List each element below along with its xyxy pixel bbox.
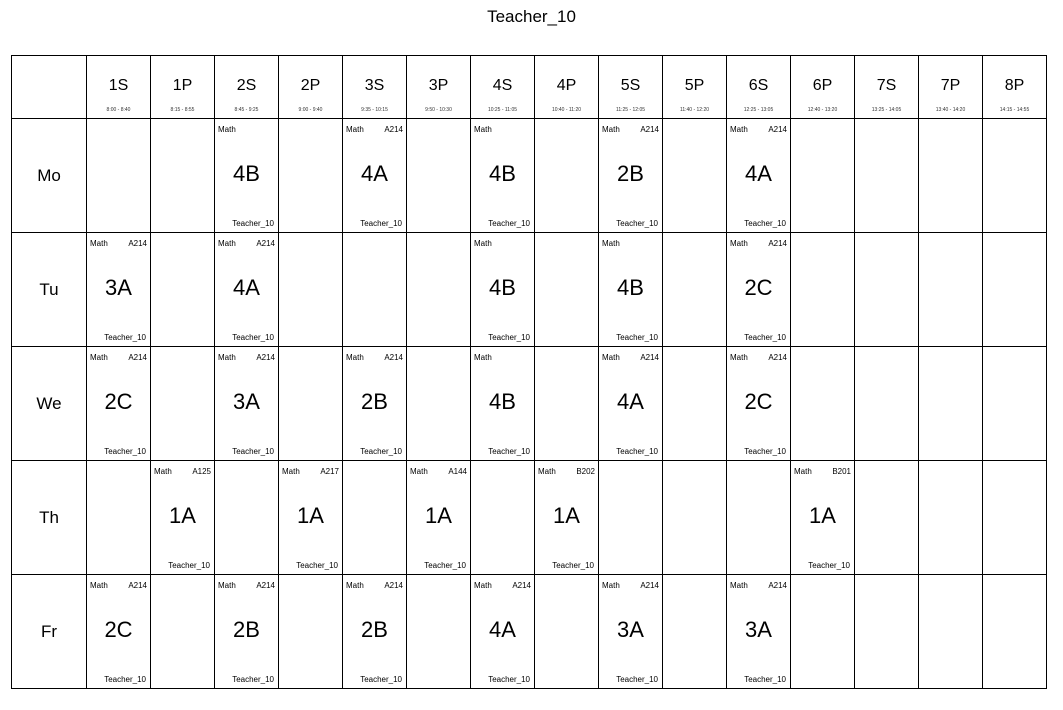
empty-cell: [535, 575, 599, 689]
lesson-subject: Math: [538, 467, 556, 476]
period-header: [535, 56, 599, 119]
lesson-subject: Math: [154, 467, 172, 476]
empty-cell: [407, 119, 471, 233]
empty-cell: [983, 119, 1047, 233]
empty-cell: [663, 461, 727, 575]
empty-cell: [279, 347, 343, 461]
period-header-row: [12, 56, 1047, 119]
page-title: Teacher_10: [487, 7, 576, 26]
day-row: [12, 575, 1047, 689]
lesson-subject: Math: [474, 581, 492, 590]
empty-cell: [151, 233, 215, 347]
lesson-room: A144: [448, 467, 467, 476]
lesson-subject: Math: [218, 353, 236, 362]
lesson-class: 2B: [233, 617, 260, 642]
period-time: 8:00 - 8:40: [106, 107, 131, 113]
period-label: 8P: [1004, 77, 1025, 94]
lesson-subject: Math: [90, 239, 108, 248]
lesson-cell: [471, 575, 535, 689]
period-header: [151, 56, 215, 119]
lesson-class: 4B: [489, 161, 516, 186]
lesson-cell: [727, 575, 791, 689]
period-label: 6P: [812, 77, 833, 94]
lesson-room: A214: [768, 353, 787, 362]
lesson-subject: Math: [602, 239, 620, 248]
empty-cell: [663, 119, 727, 233]
period-header: [215, 56, 279, 119]
day-label: Fr: [12, 575, 87, 689]
period-header: [471, 56, 535, 119]
period-label: 1P: [172, 77, 193, 94]
day-label: Mo: [12, 119, 87, 233]
period-label: 7P: [940, 77, 961, 94]
empty-cell: [855, 119, 919, 233]
period-label: 3P: [428, 77, 449, 94]
empty-cell: [919, 233, 983, 347]
lesson-teacher: Teacher_10: [168, 561, 210, 570]
lesson-cell: [151, 461, 215, 575]
empty-cell: [343, 461, 407, 575]
empty-cell: [407, 233, 471, 347]
lesson-class: 4A: [489, 617, 516, 642]
period-time: 10:25 - 11:05: [487, 107, 518, 113]
empty-cell: [87, 461, 151, 575]
lesson-room: A214: [640, 353, 659, 362]
period-time: 10:40 - 11:20: [551, 107, 582, 113]
lesson-teacher: Teacher_10: [616, 333, 658, 342]
empty-cell: [663, 233, 727, 347]
lesson-subject: Math: [474, 353, 492, 362]
lesson-teacher: Teacher_10: [104, 447, 146, 456]
lesson-room: A214: [384, 125, 403, 134]
day-label: We: [12, 347, 87, 461]
period-time: 11:25 - 12:05: [615, 107, 646, 113]
empty-cell: [919, 461, 983, 575]
lesson-room: B202: [576, 467, 595, 476]
timetable-body: [12, 119, 1047, 689]
lesson-teacher: Teacher_10: [360, 219, 402, 228]
lesson-teacher: Teacher_10: [104, 675, 146, 684]
empty-cell: [279, 233, 343, 347]
period-label: 1S: [108, 77, 129, 94]
empty-cell: [919, 575, 983, 689]
day-label: Th: [12, 461, 87, 575]
empty-cell: [855, 347, 919, 461]
lesson-teacher: Teacher_10: [488, 675, 530, 684]
lesson-room: A214: [128, 581, 147, 590]
period-time: 12:25 - 13:05: [743, 107, 774, 113]
period-label: 5S: [620, 77, 641, 94]
lesson-room: A214: [512, 581, 531, 590]
lesson-subject: Math: [346, 353, 364, 362]
lesson-class: 2B: [361, 617, 388, 642]
lesson-teacher: Teacher_10: [232, 219, 274, 228]
period-header: [87, 56, 151, 119]
lesson-room: A214: [768, 239, 787, 248]
lesson-room: B201: [832, 467, 851, 476]
period-header: [983, 56, 1047, 119]
lesson-class: 4A: [617, 389, 644, 414]
lesson-cell: [407, 461, 471, 575]
lesson-subject: Math: [730, 581, 748, 590]
lesson-cell: [599, 347, 663, 461]
empty-cell: [855, 461, 919, 575]
lesson-class: 1A: [809, 503, 836, 528]
corner-cell: [12, 56, 87, 119]
lesson-teacher: Teacher_10: [744, 219, 786, 228]
lesson-class: 3A: [233, 389, 260, 414]
period-time: 9:50 - 10:30: [425, 107, 452, 113]
period-label: 4P: [556, 77, 577, 94]
empty-cell: [535, 347, 599, 461]
day-row: [12, 119, 1047, 233]
empty-cell: [663, 347, 727, 461]
empty-cell: [663, 575, 727, 689]
lesson-class: 1A: [425, 503, 452, 528]
lesson-cell: [279, 461, 343, 575]
empty-cell: [983, 461, 1047, 575]
lesson-cell: [215, 119, 279, 233]
lesson-teacher: Teacher_10: [744, 675, 786, 684]
lesson-cell: [599, 233, 663, 347]
lesson-room: A214: [768, 581, 787, 590]
period-label: 3S: [364, 77, 385, 94]
lesson-class: 2C: [104, 617, 133, 642]
lesson-cell: [471, 233, 535, 347]
period-time: 8:45 - 9:25: [234, 107, 259, 113]
lesson-subject: Math: [218, 581, 236, 590]
empty-cell: [407, 347, 471, 461]
lesson-class: 4B: [233, 161, 260, 186]
period-header: [855, 56, 919, 119]
lesson-room: A214: [640, 125, 659, 134]
day-label: Tu: [12, 233, 87, 347]
lesson-subject: Math: [794, 467, 812, 476]
lesson-room: A214: [256, 353, 275, 362]
lesson-class: 1A: [169, 503, 196, 528]
lesson-teacher: Teacher_10: [488, 219, 530, 228]
empty-cell: [279, 575, 343, 689]
lesson-cell: [727, 347, 791, 461]
lesson-room: A217: [320, 467, 339, 476]
lesson-room: A214: [256, 239, 275, 248]
lesson-cell: [343, 119, 407, 233]
lesson-subject: Math: [730, 125, 748, 134]
lesson-subject: Math: [282, 467, 300, 476]
empty-cell: [791, 119, 855, 233]
lesson-cell: [535, 461, 599, 575]
lesson-teacher: Teacher_10: [488, 447, 530, 456]
empty-cell: [151, 119, 215, 233]
lesson-cell: [471, 347, 535, 461]
period-header: [791, 56, 855, 119]
empty-cell: [535, 119, 599, 233]
empty-cell: [215, 461, 279, 575]
lesson-subject: Math: [730, 239, 748, 248]
empty-cell: [151, 575, 215, 689]
lesson-class: 3A: [745, 617, 772, 642]
empty-cell: [791, 347, 855, 461]
lesson-teacher: Teacher_10: [232, 333, 274, 342]
timetable: [11, 55, 1047, 689]
lesson-teacher: Teacher_10: [616, 219, 658, 228]
lesson-cell: [87, 347, 151, 461]
lesson-class: 3A: [105, 275, 132, 300]
empty-cell: [919, 119, 983, 233]
lesson-teacher: Teacher_10: [360, 675, 402, 684]
period-header: [599, 56, 663, 119]
lesson-class: 4A: [361, 161, 388, 186]
period-label: 2S: [236, 77, 257, 94]
period-time: 12:40 - 13:20: [807, 107, 838, 113]
empty-cell: [407, 575, 471, 689]
empty-cell: [919, 347, 983, 461]
lesson-cell: [343, 575, 407, 689]
lesson-room: A214: [768, 125, 787, 134]
empty-cell: [727, 461, 791, 575]
empty-cell: [87, 119, 151, 233]
period-label: 4S: [492, 77, 513, 94]
period-time: 9:00 - 9:40: [298, 107, 323, 113]
empty-cell: [791, 575, 855, 689]
period-label: 5P: [684, 77, 705, 94]
lesson-class: 2B: [617, 161, 644, 186]
lesson-room: A214: [640, 581, 659, 590]
lesson-teacher: Teacher_10: [296, 561, 338, 570]
lesson-subject: Math: [218, 239, 236, 248]
lesson-subject: Math: [602, 125, 620, 134]
empty-cell: [599, 461, 663, 575]
period-header: [407, 56, 471, 119]
lesson-cell: [215, 233, 279, 347]
empty-cell: [983, 575, 1047, 689]
lesson-cell: [215, 347, 279, 461]
lesson-room: A125: [192, 467, 211, 476]
lesson-teacher: Teacher_10: [808, 561, 850, 570]
empty-cell: [855, 233, 919, 347]
lesson-subject: Math: [730, 353, 748, 362]
empty-cell: [535, 233, 599, 347]
period-time: 13:25 - 14:05: [871, 107, 902, 113]
lesson-teacher: Teacher_10: [360, 447, 402, 456]
period-label: 6S: [748, 77, 769, 94]
lesson-room: A214: [384, 581, 403, 590]
lesson-subject: Math: [474, 125, 492, 134]
empty-cell: [151, 347, 215, 461]
period-header: [727, 56, 791, 119]
lesson-room: A214: [128, 239, 147, 248]
day-row: [12, 233, 1047, 347]
empty-cell: [983, 233, 1047, 347]
lesson-cell: [727, 233, 791, 347]
lesson-cell: [87, 575, 151, 689]
lesson-class: 4B: [489, 389, 516, 414]
period-header: [919, 56, 983, 119]
period-label: 7S: [876, 77, 897, 94]
lesson-cell: [599, 119, 663, 233]
lesson-subject: Math: [218, 125, 236, 134]
period-header: [279, 56, 343, 119]
day-row: [12, 461, 1047, 575]
period-header: [343, 56, 407, 119]
period-time: 14:15 - 14:55: [999, 107, 1030, 113]
empty-cell: [343, 233, 407, 347]
lesson-subject: Math: [346, 125, 364, 134]
lesson-class: 1A: [297, 503, 324, 528]
lesson-class: 4B: [489, 275, 516, 300]
lesson-cell: [791, 461, 855, 575]
lesson-class: 2C: [104, 389, 133, 414]
lesson-teacher: Teacher_10: [552, 561, 594, 570]
lesson-class: 2C: [744, 275, 773, 300]
lesson-teacher: Teacher_10: [616, 447, 658, 456]
lesson-teacher: Teacher_10: [744, 333, 786, 342]
period-time: 13:40 - 14:20: [935, 107, 966, 113]
lesson-class: 4A: [745, 161, 772, 186]
lesson-teacher: Teacher_10: [232, 447, 274, 456]
lesson-class: 2B: [361, 389, 388, 414]
lesson-class: 4A: [233, 275, 260, 300]
lesson-cell: [599, 575, 663, 689]
lesson-teacher: Teacher_10: [616, 675, 658, 684]
day-row: [12, 347, 1047, 461]
lesson-teacher: Teacher_10: [488, 333, 530, 342]
lesson-class: 1A: [553, 503, 580, 528]
lesson-subject: Math: [90, 581, 108, 590]
empty-cell: [983, 347, 1047, 461]
lesson-subject: Math: [346, 581, 364, 590]
lesson-cell: [471, 119, 535, 233]
lesson-room: A214: [384, 353, 403, 362]
lesson-teacher: Teacher_10: [232, 675, 274, 684]
lesson-subject: Math: [90, 353, 108, 362]
period-header: [663, 56, 727, 119]
lesson-room: A214: [128, 353, 147, 362]
lesson-subject: Math: [474, 239, 492, 248]
lesson-class: 2C: [744, 389, 773, 414]
lesson-teacher: Teacher_10: [424, 561, 466, 570]
lesson-class: 3A: [617, 617, 644, 642]
lesson-teacher: Teacher_10: [744, 447, 786, 456]
lesson-class: 4B: [617, 275, 644, 300]
empty-cell: [855, 575, 919, 689]
empty-cell: [471, 461, 535, 575]
empty-cell: [791, 233, 855, 347]
lesson-cell: [343, 347, 407, 461]
period-label: 2P: [300, 77, 321, 94]
empty-cell: [279, 119, 343, 233]
period-time: 9:35 - 10:15: [361, 107, 388, 113]
period-time: 11:40 - 12:20: [679, 107, 710, 113]
lesson-subject: Math: [602, 581, 620, 590]
lesson-cell: [215, 575, 279, 689]
lesson-cell: [87, 233, 151, 347]
lesson-room: A214: [256, 581, 275, 590]
lesson-subject: Math: [410, 467, 428, 476]
lesson-cell: [727, 119, 791, 233]
period-time: 8:15 - 8:55: [170, 107, 195, 113]
lesson-subject: Math: [602, 353, 620, 362]
lesson-teacher: Teacher_10: [104, 333, 146, 342]
